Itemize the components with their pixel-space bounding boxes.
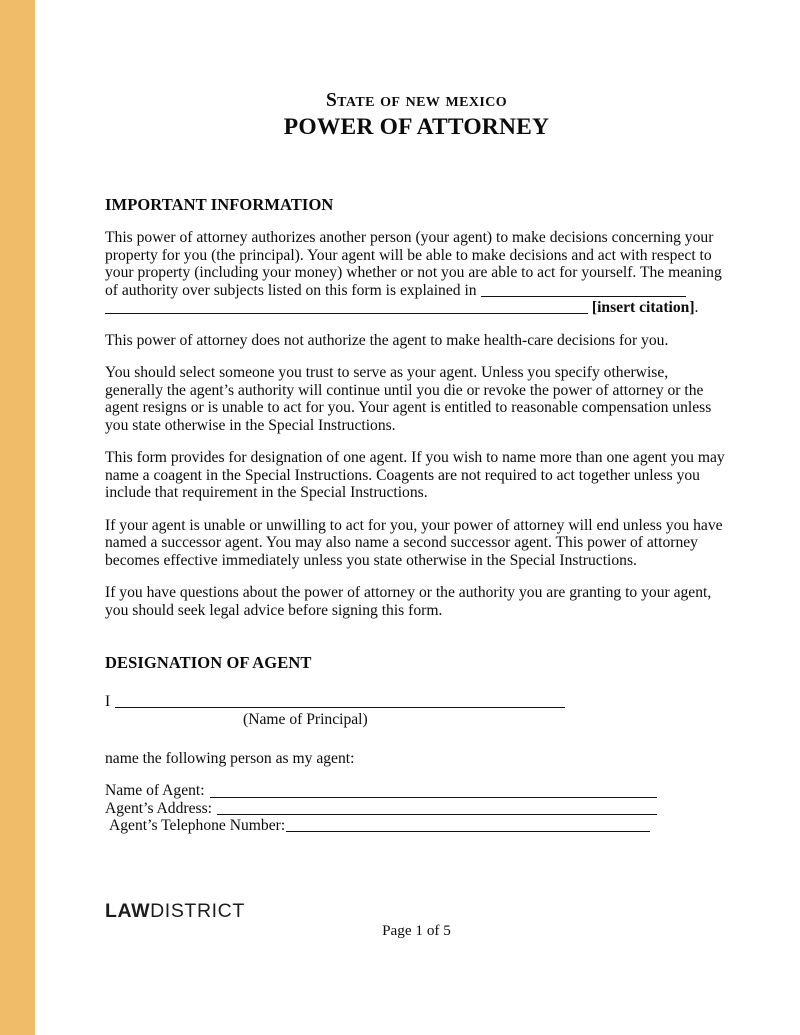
agent-fields [105, 782, 728, 834]
principal-caption: (Name of Principal) [243, 711, 368, 729]
intro-paragraph-1 [105, 229, 728, 317]
logo-law-part: LAW [105, 900, 151, 922]
agent-name-label: Name of Agent: [105, 782, 205, 800]
citation-period: . [694, 299, 699, 316]
lawdistrict-logo [105, 900, 245, 922]
paragraph-text: This power of attorney authorizes another person (your agent) to make decisions concerning your property for you (the principal). Your agent will be able to make decisions and act with respect to your property (including your money) whether or not you are able to act for yourself. The meaning of authority over subjects listed on this form is explained in [105, 229, 722, 299]
logo-district-part: DISTRICT [150, 900, 245, 922]
designation-of-agent-heading: DESIGNATION OF AGENT [105, 653, 312, 672]
principal-name-row [105, 693, 565, 710]
agent-address-label: Agent’s Address: [105, 799, 212, 817]
citation-blank-line-1[interactable] [481, 284, 686, 297]
principal-name-field[interactable] [115, 706, 565, 708]
important-information-heading: IMPORTANT INFORMATION [105, 195, 334, 214]
intro-paragraph-6: If you have questions about the power of attorney or the authority you are granting to your agent, you should seek legal advice before signing this form. [105, 584, 712, 619]
principal-prefix: I [105, 693, 111, 710]
intro-paragraph-5: If your agent is unable or unwilling to act for you, your power of attorney will end unless you have named a successor agent. You may also name a second successor agent. This power of attorney becomes effective immediately unless you state otherwise in the Special Instructions. [105, 516, 723, 569]
state-line: State of new mexico [325, 90, 508, 111]
agent-telephone-field[interactable] [286, 830, 650, 832]
insert-citation-label: [insert citation] [591, 299, 695, 316]
agent-name-field[interactable] [210, 796, 657, 798]
document-title: POWER OF ATTORNEY [283, 114, 550, 140]
intro-paragraph-3: You should select someone you trust to serve as your agent. Unless you specify otherwise, generally the agent’s authority will continue until you die or revoke the power of attorney or the agent resigns or is unable to act for you. Your agent is entitled to reasonable compensation unless you state otherwise in the Special Instructions. [105, 364, 712, 434]
document-content [105, 0, 728, 834]
agent-intro-line: name the following person as my agent: [105, 749, 355, 767]
agent-address-field[interactable] [217, 813, 657, 815]
agent-telephone-label: Agent’s Telephone Number: [109, 817, 286, 835]
left-accent-stripe [0, 0, 35, 1035]
field-row-agent-address [105, 800, 657, 817]
field-row-agent-telephone [105, 817, 650, 834]
field-row-agent-name [105, 782, 657, 799]
intro-paragraph-4: This form provides for designation of one agent. If you wish to name more than one agent you may name a coagent in the Special Instructions. Coagents are not required to act together unless you include that requirement in the Special Instructions. [105, 449, 725, 501]
citation-blank-line-2[interactable] [105, 301, 588, 314]
document-header [105, 90, 728, 141]
intro-paragraph-2: This power of attorney does not authorize the agent to make health-care decisions for you. [105, 331, 669, 349]
page-number: Page 1 of 5 [382, 922, 451, 939]
